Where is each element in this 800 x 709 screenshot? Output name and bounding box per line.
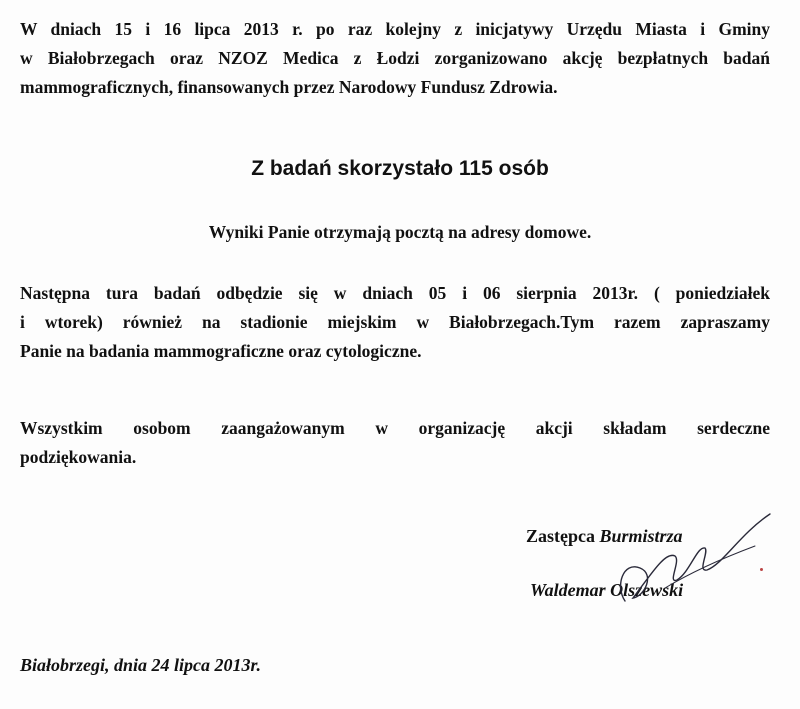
next-round-line-3: Panie na badania mammograficzne oraz cytologiczne. <box>20 341 422 361</box>
next-round-line-2: i wtorek) również na stadionie miejskim w Białobrzegach.Tym razem zapraszamy <box>20 312 770 332</box>
intro-line-2: w Białobrzegach oraz NZOZ Medica z Łodzi zorganizowano akcję bezpłatnych badań <box>20 48 770 68</box>
headline: Z badań skorzystało 115 osób <box>251 157 549 180</box>
signatory-title-plain: Zastępca <box>526 526 600 546</box>
thanks-line-1: Wszystkim osobom zaangażowanym w organizację akcji składam serdeczne <box>20 418 770 438</box>
ink-dot <box>760 568 763 571</box>
thanks-paragraph <box>20 414 770 472</box>
results-note: Wyniki Panie otrzymają pocztą na adresy domowe. <box>208 222 592 242</box>
next-round-paragraph <box>20 279 770 366</box>
signatory-title-italic: Burmistrza <box>599 526 683 546</box>
next-round-line-1: Następna tura badań odbędzie się w dniach 05 i 06 sierpnia 2013r. ( poniedziałek <box>20 283 770 303</box>
place-date: Białobrzegi, dnia 24 lipca 2013r. <box>20 655 262 675</box>
signatory-name: Waldemar Olszewski <box>530 580 684 600</box>
intro-paragraph <box>20 15 770 102</box>
intro-line-1: W dniach 15 i 16 lipca 2013 r. po raz kolejny z inicjatywy Urzędu Miasta i Gminy <box>20 19 770 39</box>
handwritten-signature <box>605 506 775 616</box>
intro-line-3: mammograficznych, finansowanych przez Narodowy Fundusz Zdrowia. <box>20 77 558 97</box>
thanks-line-2: podziękowania. <box>20 447 137 467</box>
